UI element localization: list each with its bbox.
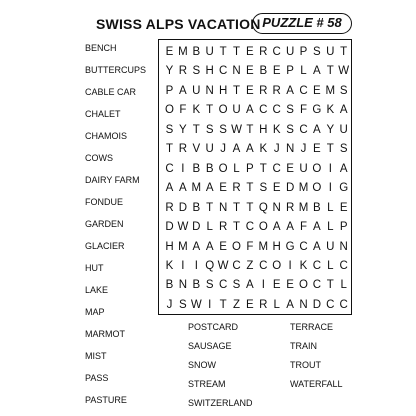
- grid-letter[interactable]: U: [285, 46, 295, 58]
- grid-letter[interactable]: N: [285, 143, 295, 156]
- grid-letter[interactable]: A: [286, 84, 294, 97]
- word-list-item: MARMOT: [85, 329, 125, 339]
- grid-letter[interactable]: R: [178, 143, 188, 156]
- grid-letter[interactable]: P: [299, 46, 308, 58]
- grid-letter[interactable]: P: [286, 65, 294, 78]
- grid-letter[interactable]: A: [286, 298, 294, 311]
- grid-letter[interactable]: U: [299, 162, 308, 175]
- grid-letter[interactable]: T: [206, 201, 214, 214]
- grid-letter[interactable]: T: [246, 201, 254, 214]
- grid-letter[interactable]: Z: [246, 259, 254, 272]
- grid-letter[interactable]: I: [288, 259, 292, 272]
- grid-letter[interactable]: E: [313, 143, 321, 156]
- grid-row: [159, 139, 350, 159]
- grid-letter[interactable]: R: [178, 65, 188, 78]
- grid-row: [159, 178, 350, 198]
- grid-letter[interactable]: O: [218, 104, 228, 117]
- grid-letter[interactable]: N: [205, 84, 214, 97]
- grid-row: [159, 42, 350, 62]
- grid-letter[interactable]: S: [219, 123, 227, 136]
- grid-letter[interactable]: R: [165, 201, 174, 214]
- grid-letter[interactable]: A: [246, 279, 254, 292]
- grid-letter[interactable]: A: [232, 143, 241, 156]
- grid-letter[interactable]: E: [219, 182, 227, 195]
- grid-letter[interactable]: E: [313, 84, 321, 97]
- grid-letter[interactable]: E: [286, 279, 294, 292]
- grid-letter[interactable]: A: [313, 123, 321, 136]
- word-list-item: PASS: [85, 373, 109, 383]
- grid-letter[interactable]: K: [165, 259, 174, 272]
- grid-letter[interactable]: N: [339, 240, 348, 253]
- grid-letter[interactable]: E: [286, 162, 294, 175]
- grid-letter[interactable]: C: [312, 279, 322, 292]
- grid-letter[interactable]: M: [258, 240, 269, 253]
- grid-letter[interactable]: K: [299, 259, 308, 272]
- grid-row: [159, 159, 350, 179]
- grid-letter[interactable]: C: [259, 104, 268, 117]
- grid-letter[interactable]: A: [205, 182, 214, 195]
- grid-letter[interactable]: V: [192, 143, 201, 156]
- grid-letter[interactable]: C: [245, 221, 255, 234]
- grid-letter[interactable]: U: [192, 84, 201, 97]
- grid-letter[interactable]: E: [219, 240, 227, 253]
- word-list-item: DAIRY FARM: [85, 175, 140, 185]
- grid-letter[interactable]: C: [218, 279, 228, 292]
- grid-letter[interactable]: I: [181, 162, 185, 175]
- grid-letter[interactable]: D: [165, 221, 174, 234]
- grid-letter[interactable]: T: [259, 162, 267, 175]
- grid-letter[interactable]: A: [313, 221, 321, 234]
- grid-letter[interactable]: N: [218, 201, 228, 214]
- grid-letter[interactable]: Y: [179, 123, 187, 136]
- grid-row: [159, 295, 350, 315]
- grid-row: [159, 275, 350, 295]
- grid-letter[interactable]: L: [206, 221, 213, 234]
- grid-letter[interactable]: Y: [326, 123, 335, 136]
- grid-letter[interactable]: Q: [258, 201, 268, 214]
- word-list-item: FONDUE: [85, 197, 123, 207]
- grid-letter[interactable]: W: [231, 123, 242, 136]
- grid-letter[interactable]: A: [246, 143, 254, 156]
- word-list-item: SAUSAGE: [188, 341, 232, 351]
- grid-letter[interactable]: R: [272, 84, 281, 97]
- grid-letter[interactable]: N: [272, 201, 281, 214]
- word-list-bottom-right: [290, 321, 343, 397]
- grid-letter[interactable]: C: [272, 104, 281, 117]
- grid-letter[interactable]: M: [298, 182, 309, 195]
- grid-letter[interactable]: C: [218, 65, 228, 78]
- word-list-item: LAKE: [85, 285, 109, 295]
- puzzle-number-badge: PUZZLE # 58: [252, 13, 352, 34]
- grid-letter[interactable]: E: [272, 279, 281, 292]
- grid-letter[interactable]: R: [259, 46, 268, 58]
- grid-letter[interactable]: S: [313, 46, 321, 58]
- grid-letter[interactable]: P: [339, 221, 348, 234]
- grid-letter[interactable]: E: [165, 46, 174, 58]
- grid-letter[interactable]: K: [326, 104, 335, 117]
- grid-letter[interactable]: F: [246, 240, 254, 253]
- grid-letter[interactable]: T: [232, 84, 241, 97]
- grid-letter[interactable]: D: [178, 201, 188, 214]
- grid-letter[interactable]: I: [194, 259, 198, 272]
- word-list-item: MAP: [85, 307, 105, 317]
- grid-letter[interactable]: T: [219, 46, 227, 58]
- grid-letter[interactable]: P: [165, 84, 174, 97]
- grid-letter[interactable]: C: [165, 162, 174, 175]
- grid-letter[interactable]: C: [272, 46, 281, 58]
- grid-letter[interactable]: S: [205, 279, 214, 292]
- grid-letter[interactable]: N: [232, 65, 241, 78]
- grid-letter[interactable]: U: [339, 123, 348, 136]
- word-list-item: TROUT: [290, 360, 321, 370]
- word-list-item: BENCH: [85, 43, 117, 53]
- grid-row: [159, 120, 350, 140]
- grid-row: [159, 198, 350, 218]
- grid-row: [159, 61, 350, 81]
- grid-letter[interactable]: A: [246, 104, 254, 117]
- grid-letter[interactable]: L: [327, 221, 334, 234]
- grid-letter[interactable]: T: [340, 46, 348, 58]
- grid-letter[interactable]: A: [313, 240, 321, 253]
- grid-letter[interactable]: I: [328, 182, 332, 195]
- grid-letter[interactable]: O: [272, 259, 282, 272]
- grid-letter[interactable]: T: [246, 182, 254, 195]
- word-list-bottom-left: [188, 321, 253, 416]
- grid-letter[interactable]: T: [246, 123, 254, 136]
- grid-letter[interactable]: A: [179, 182, 187, 195]
- grid-letter[interactable]: L: [300, 65, 307, 78]
- word-list-item: CHAMOIS: [85, 131, 128, 141]
- grid-letter[interactable]: H: [218, 84, 228, 97]
- grid-letter[interactable]: U: [205, 143, 214, 156]
- grid-letter[interactable]: E: [246, 46, 254, 58]
- grid-letter[interactable]: B: [192, 279, 201, 292]
- grid-letter[interactable]: I: [181, 259, 185, 272]
- grid-letter[interactable]: R: [259, 84, 268, 97]
- grid-letter[interactable]: K: [192, 104, 201, 117]
- grid-row: [159, 256, 350, 276]
- grid-letter[interactable]: L: [233, 162, 240, 175]
- grid-letter[interactable]: O: [165, 104, 174, 117]
- grid-letter[interactable]: W: [338, 65, 350, 78]
- grid-letter[interactable]: C: [339, 298, 348, 311]
- grid-letter[interactable]: A: [313, 65, 321, 78]
- grid-letter[interactable]: J: [220, 143, 226, 156]
- grid-letter[interactable]: C: [232, 259, 241, 272]
- grid-letter[interactable]: B: [192, 201, 201, 214]
- grid-letter[interactable]: A: [165, 182, 174, 195]
- grid-letter[interactable]: R: [259, 298, 268, 311]
- grid-letter[interactable]: S: [339, 143, 348, 156]
- grid-letter[interactable]: T: [206, 104, 214, 117]
- word-list-item: TERRACE: [290, 322, 334, 332]
- grid-letter[interactable]: F: [299, 104, 308, 117]
- grid-letter[interactable]: S: [179, 298, 187, 311]
- grid-letter[interactable]: K: [259, 143, 268, 156]
- grid-letter[interactable]: U: [326, 240, 335, 253]
- grid-letter[interactable]: U: [232, 104, 241, 117]
- grid-letter[interactable]: Q: [205, 259, 215, 272]
- grid-letter[interactable]: E: [272, 182, 281, 195]
- grid-letter[interactable]: C: [299, 240, 308, 253]
- grid-letter[interactable]: B: [313, 201, 321, 214]
- grid-letter[interactable]: I: [261, 279, 265, 292]
- grid-letter[interactable]: A: [179, 84, 187, 97]
- grid-letter[interactable]: H: [259, 123, 268, 136]
- grid-letter[interactable]: R: [285, 201, 295, 214]
- grid-letter[interactable]: F: [179, 104, 187, 117]
- grid-letter[interactable]: O: [232, 240, 241, 253]
- grid-letter[interactable]: M: [298, 201, 309, 214]
- grid-letter[interactable]: E: [272, 65, 281, 78]
- grid-row: [159, 217, 350, 237]
- grid-letter[interactable]: T: [192, 123, 200, 136]
- grid-letter[interactable]: B: [165, 279, 174, 292]
- word-list-item: GLACIER: [85, 241, 125, 251]
- grid-letter[interactable]: B: [192, 162, 201, 175]
- grid-letter[interactable]: S: [205, 123, 214, 136]
- word-list-left: [85, 41, 146, 415]
- word-list-item: GARDEN: [85, 219, 124, 229]
- grid-letter[interactable]: K: [272, 123, 281, 136]
- grid-letter[interactable]: A: [192, 240, 201, 253]
- grid-letter[interactable]: W: [217, 259, 229, 272]
- grid-letter[interactable]: E: [246, 84, 254, 97]
- grid-letter[interactable]: S: [286, 123, 294, 136]
- grid-letter[interactable]: C: [299, 84, 308, 97]
- grid-letter[interactable]: O: [299, 279, 308, 292]
- word-list-item: HUT: [85, 263, 104, 273]
- grid-letter[interactable]: I: [328, 162, 332, 175]
- grid-letter[interactable]: G: [339, 182, 349, 195]
- grid-letter[interactable]: P: [246, 162, 254, 175]
- word-list-item: BUTTERCUPS: [85, 65, 147, 75]
- grid-letter[interactable]: T: [232, 46, 241, 58]
- grid-letter[interactable]: R: [232, 182, 241, 195]
- word-list-item: CABLE CAR: [85, 87, 137, 97]
- grid-letter[interactable]: E: [246, 65, 254, 78]
- grid-letter[interactable]: S: [286, 104, 294, 117]
- grid-letter[interactable]: O: [312, 182, 322, 195]
- word-list-item: POSTCARD: [188, 322, 239, 332]
- grid-letter[interactable]: Y: [165, 65, 174, 78]
- grid-letter[interactable]: L: [327, 201, 334, 214]
- grid-letter[interactable]: S: [192, 65, 201, 78]
- grid-letter[interactable]: O: [218, 162, 228, 175]
- grid-letter[interactable]: B: [259, 65, 268, 78]
- grid-letter[interactable]: T: [326, 279, 334, 292]
- grid-letter[interactable]: U: [205, 46, 214, 58]
- grid-letter[interactable]: D: [285, 182, 295, 195]
- grid-letter[interactable]: T: [326, 65, 334, 78]
- grid-letter[interactable]: G: [285, 240, 295, 253]
- grid-letter[interactable]: T: [165, 143, 174, 156]
- grid-letter[interactable]: C: [272, 162, 281, 175]
- grid-letter[interactable]: A: [205, 240, 214, 253]
- grid-letter[interactable]: D: [312, 298, 322, 311]
- grid-letter[interactable]: T: [232, 201, 241, 214]
- grid-letter[interactable]: N: [299, 298, 308, 311]
- word-list-item: PASTURE: [85, 395, 127, 405]
- word-list-item: SWITZERLAND: [188, 398, 253, 408]
- grid-letter[interactable]: B: [205, 162, 214, 175]
- grid-letter[interactable]: B: [192, 46, 201, 58]
- word-list-item: MIST: [85, 351, 107, 361]
- grid-letter[interactable]: C: [326, 298, 335, 311]
- grid-letter[interactable]: A: [339, 104, 348, 117]
- grid-letter[interactable]: J: [166, 298, 173, 311]
- grid-row: [159, 237, 350, 257]
- grid-letter[interactable]: L: [327, 259, 334, 272]
- grid-letter[interactable]: M: [325, 84, 336, 97]
- grid-letter[interactable]: M: [178, 240, 188, 253]
- grid-letter[interactable]: Z: [232, 298, 241, 311]
- grid-letter[interactable]: S: [232, 279, 241, 292]
- grid-letter[interactable]: H: [165, 240, 174, 253]
- grid-letter[interactable]: E: [339, 201, 348, 214]
- grid-letter[interactable]: N: [178, 279, 188, 292]
- grid-letter[interactable]: T: [232, 221, 241, 234]
- grid-letter[interactable]: C: [312, 259, 322, 272]
- grid-letter[interactable]: L: [273, 298, 280, 311]
- grid-letter[interactable]: T: [326, 143, 334, 156]
- word-list-item: COWS: [85, 153, 113, 163]
- grid-letter[interactable]: J: [273, 143, 280, 156]
- grid-letter[interactable]: H: [272, 240, 281, 253]
- grid-letter[interactable]: D: [192, 221, 201, 234]
- grid-letter[interactable]: S: [165, 123, 174, 136]
- grid-letter[interactable]: U: [326, 46, 335, 58]
- word-list-item: WATERFALL: [290, 379, 343, 389]
- grid-letter[interactable]: T: [219, 298, 227, 311]
- grid-letter[interactable]: C: [299, 123, 308, 136]
- grid-row: [159, 81, 350, 101]
- grid-letter[interactable]: O: [258, 221, 268, 234]
- grid-letter[interactable]: W: [177, 221, 189, 234]
- grid-letter[interactable]: M: [191, 182, 202, 195]
- grid-letter[interactable]: O: [312, 162, 322, 175]
- grid-letter[interactable]: A: [272, 221, 281, 234]
- word-list-item: CHALET: [85, 109, 121, 119]
- grid-letter[interactable]: L: [340, 279, 347, 292]
- grid-letter[interactable]: W: [190, 298, 202, 311]
- grid-letter[interactable]: A: [339, 162, 348, 175]
- grid-letter[interactable]: R: [218, 221, 228, 234]
- grid-letter[interactable]: A: [286, 221, 294, 234]
- word-list-item: SNOW: [188, 360, 216, 370]
- grid-letter[interactable]: E: [246, 298, 254, 311]
- grid-letter[interactable]: G: [312, 104, 322, 117]
- letter-grid: [158, 39, 352, 315]
- word-list-item: STREAM: [188, 379, 226, 389]
- grid-letter[interactable]: C: [339, 259, 348, 272]
- puzzle-title: SWISS ALPS VACATION: [96, 16, 261, 32]
- grid-letter[interactable]: S: [339, 84, 348, 97]
- grid-letter[interactable]: F: [299, 221, 308, 234]
- grid-letter[interactable]: S: [259, 182, 268, 195]
- grid-letter[interactable]: H: [205, 65, 214, 78]
- grid-letter[interactable]: J: [300, 143, 307, 156]
- word-list-item: TRAIN: [290, 341, 317, 351]
- grid-letter[interactable]: I: [208, 298, 212, 311]
- grid-letter[interactable]: C: [259, 259, 268, 272]
- grid-letter[interactable]: M: [178, 46, 188, 58]
- grid-row: [159, 100, 350, 120]
